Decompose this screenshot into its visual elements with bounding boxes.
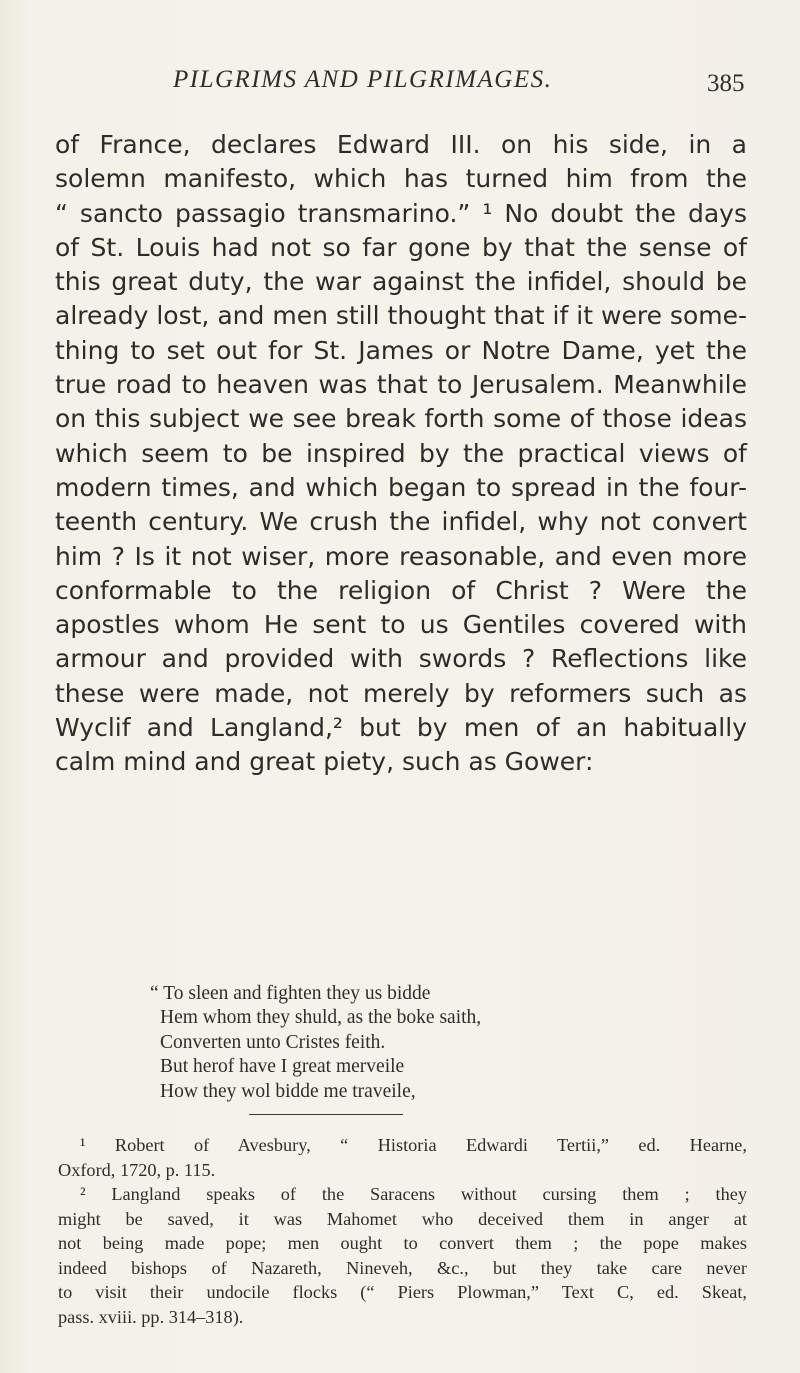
footnote-line: Oxford, 1720, p. 115. [58,1159,216,1180]
body-line: already lost, and men still thought that if it were some- [55,301,747,331]
footnote-line: indeed bishops of Nazareth, Nineveh, &c., but they take care never [58,1257,747,1278]
body-line: of France, declares Edward III. on his side, in a [55,130,747,159]
body-line: modern times, and which began to spread in the four- [55,472,747,502]
body-line: thing to set out for St. James or Notre Dame, yet the [55,335,747,365]
verse-line: Converten unto Cristes feith. [160,1031,386,1053]
body-line: which seem to be inspired by the practical views of [55,438,747,468]
body-line: teenth century. We crush the infidel, why not convert [55,507,747,537]
running-head-title: PILGRIMS AND PILGRIMAGES. [173,66,553,93]
footnote-line: might be saved, it was Mahomet who deceived them in anger at [58,1208,747,1229]
verse-line: Hem whom they shuld, as the boke saith, [160,1007,482,1029]
body-line: these were made, not merely by reformers such as [55,678,747,708]
body-line: true road to heaven was that to Jerusalem. Meanwhile [55,370,747,400]
body-line: apostles whom He sent to us Gentiles covered with [55,610,747,640]
footnotes [58,1133,747,1329]
body-line: solemn manifesto, which has turned him from the [55,164,747,194]
verse-line: How they wol bidde me traveile, [160,1080,416,1102]
body-line: armour and provided with swords ? Reflections like [55,644,747,674]
footnote-line: to visit their undocile flocks (“ Piers Plowman,” Text C, ed. Skeat, [58,1282,747,1302]
verse-quotation [150,982,481,1104]
body-line: Wyclif and Langland,² but by men of an habitually [55,713,747,743]
footnote-line: ² Langland speaks of the Saracens without cursing them ; they [80,1184,747,1204]
body-line: him ? Is it not wiser, more reasonable, and even more [55,541,747,571]
body-line: conformable to the religion of Christ ? Were the [55,575,747,605]
body-line: calm mind and great piety, such as Gower: [55,747,594,777]
footnote-line: pass. xviii. pp. 314–318). [58,1306,244,1327]
footnote-line: ¹ Robert of Avesbury, “ Historia Edwardi Tertii,” ed. Hearne, [80,1135,747,1155]
page-number: 385 [707,70,745,97]
body-line: “ sancto passagio transmarino.” ¹ No doubt the days [55,198,747,228]
body-paragraph [55,128,747,780]
body-line: of St. Louis had not so far gone by that the sense of [55,232,747,262]
verse-line: “ To sleen and fighten they us bidde [150,983,431,1004]
body-line: this great duty, the war against the infidel, should be [55,267,747,297]
footnote-divider [249,1114,403,1115]
footnote-line: not being made pope; men ought to convert them ; the pope makes [58,1233,747,1253]
body-line: on this subject we see break forth some of those ideas [55,404,747,434]
verse-line: But herof have I great merveile [160,1056,405,1078]
